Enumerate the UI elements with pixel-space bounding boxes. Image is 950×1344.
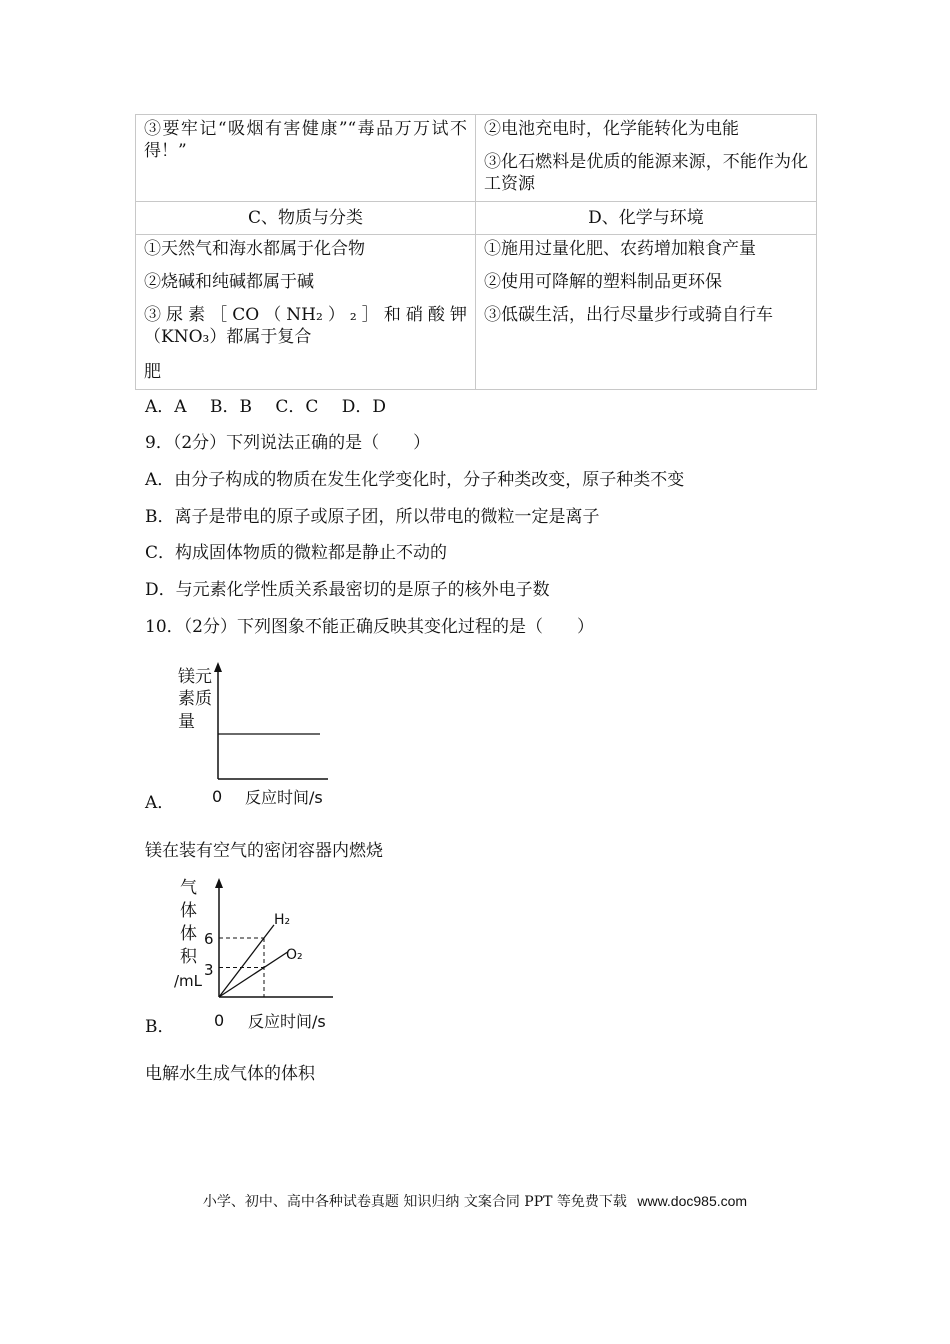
graph-b-label-h2: H₂ — [274, 912, 291, 928]
graph-a-ylabel: 量 — [178, 712, 195, 732]
table-cell-d — [476, 235, 817, 390]
cell-text: ②电池充电时，化学能转化为电能 — [484, 119, 739, 139]
option-a[interactable]: A．A — [145, 397, 187, 417]
cell-text: 肥 — [144, 362, 161, 382]
page-footer — [0, 1191, 950, 1211]
table-row — [136, 202, 817, 235]
graph-b-tick-3: 3 — [204, 961, 214, 979]
graph-b-series-h2 — [219, 925, 274, 997]
graph-b-ylabel: 体 — [180, 924, 197, 944]
graph-a-ylabel: 镁元 — [178, 667, 212, 687]
question-8-table — [135, 114, 817, 390]
graph-b — [170, 874, 370, 1034]
graph-b-option-label[interactable]: B． — [145, 1017, 175, 1037]
graph-b-ylabel-unit: /mL — [174, 972, 203, 990]
cell-text: ②使用可降解的塑料制品更环保 — [484, 272, 722, 292]
graph-b-xlabel: 反应时间/s — [248, 1012, 326, 1031]
question-9-option-c[interactable]: C．构成固体物质的微粒都是静止不动的 — [145, 543, 448, 563]
cell-text: ③化石燃料是优质的能源来源，不能作为化工资源 — [484, 152, 808, 194]
graph-a-caption: 镁在装有空气的密闭容器内燃烧 — [145, 841, 383, 861]
question-8-options — [145, 396, 404, 418]
option-b[interactable]: B．B — [209, 397, 252, 417]
table-header-c: C、物质与分类 — [136, 202, 476, 235]
graph-b-ylabel: 气 — [180, 878, 197, 898]
footer-text: 小学、初中、高中各种试卷真题 知识归纳 文案合同 PPT 等免费下载 — [202, 1194, 627, 1210]
cell-text: ①天然气和海水都属于化合物 — [144, 239, 365, 259]
option-d[interactable]: D．D — [341, 397, 387, 417]
table-row — [136, 235, 817, 390]
graph-a-ylabel: 素质 — [178, 689, 212, 709]
cell-text: ③要牢记“吸烟有害健康”“毒品万万试不得！” — [144, 119, 467, 161]
graph-a-y-arrow — [214, 662, 222, 672]
cell-text: ③低碳生活，出行尽量步行或骑自行车 — [484, 305, 773, 325]
question-9-option-b[interactable]: B．离子是带电的原子或原子团，所以带电的微粒一定是离子 — [145, 507, 600, 527]
graph-b-y-arrow — [215, 878, 223, 888]
footer-url[interactable]: www.doc985.com — [637, 1193, 748, 1209]
cell-text: ③尿素［CO（NH₂）₂］和硝酸钾（KNO₃）都属于复合 — [144, 305, 467, 347]
question-10-stem: 10．（2分）下列图象不能正确反映其变化过程的是（ ） — [145, 617, 594, 637]
question-9-option-d[interactable]: D．与元素化学性质关系最密切的是原子的核外电子数 — [145, 580, 550, 600]
table-cell-b-right — [476, 115, 817, 202]
graph-b-origin: 0 — [214, 1011, 225, 1030]
graph-b-series-o2 — [219, 952, 288, 997]
option-c[interactable]: C．C — [275, 397, 319, 417]
table-cell-c — [136, 235, 476, 390]
table-row — [136, 115, 817, 202]
cell-text: ②烧碱和纯碱都属于碱 — [144, 272, 314, 292]
question-9-stem: 9．（2分）下列说法正确的是（ ） — [145, 433, 431, 453]
graph-b-label-o2: O₂ — [286, 947, 303, 963]
graph-a — [170, 660, 370, 810]
graph-b-ylabel: 体 — [180, 901, 197, 921]
graph-b-ylabel: 积 — [180, 947, 197, 967]
graph-b-tick-6: 6 — [204, 930, 214, 948]
table-cell-b-left — [136, 115, 476, 202]
graph-a-xlabel: 反应时间/s — [245, 788, 323, 807]
graph-a-origin: 0 — [212, 787, 223, 806]
question-9-option-a[interactable]: A．由分子构成的物质在发生化学变化时，分子种类改变，原子种类不变 — [145, 470, 685, 490]
graph-b-caption: 电解水生成气体的体积 — [145, 1064, 315, 1084]
graph-a-option-label[interactable]: A． — [145, 793, 175, 813]
table-header-d: D、化学与环境 — [476, 202, 817, 235]
cell-text: ①施用过量化肥、农药增加粮食产量 — [484, 239, 756, 259]
